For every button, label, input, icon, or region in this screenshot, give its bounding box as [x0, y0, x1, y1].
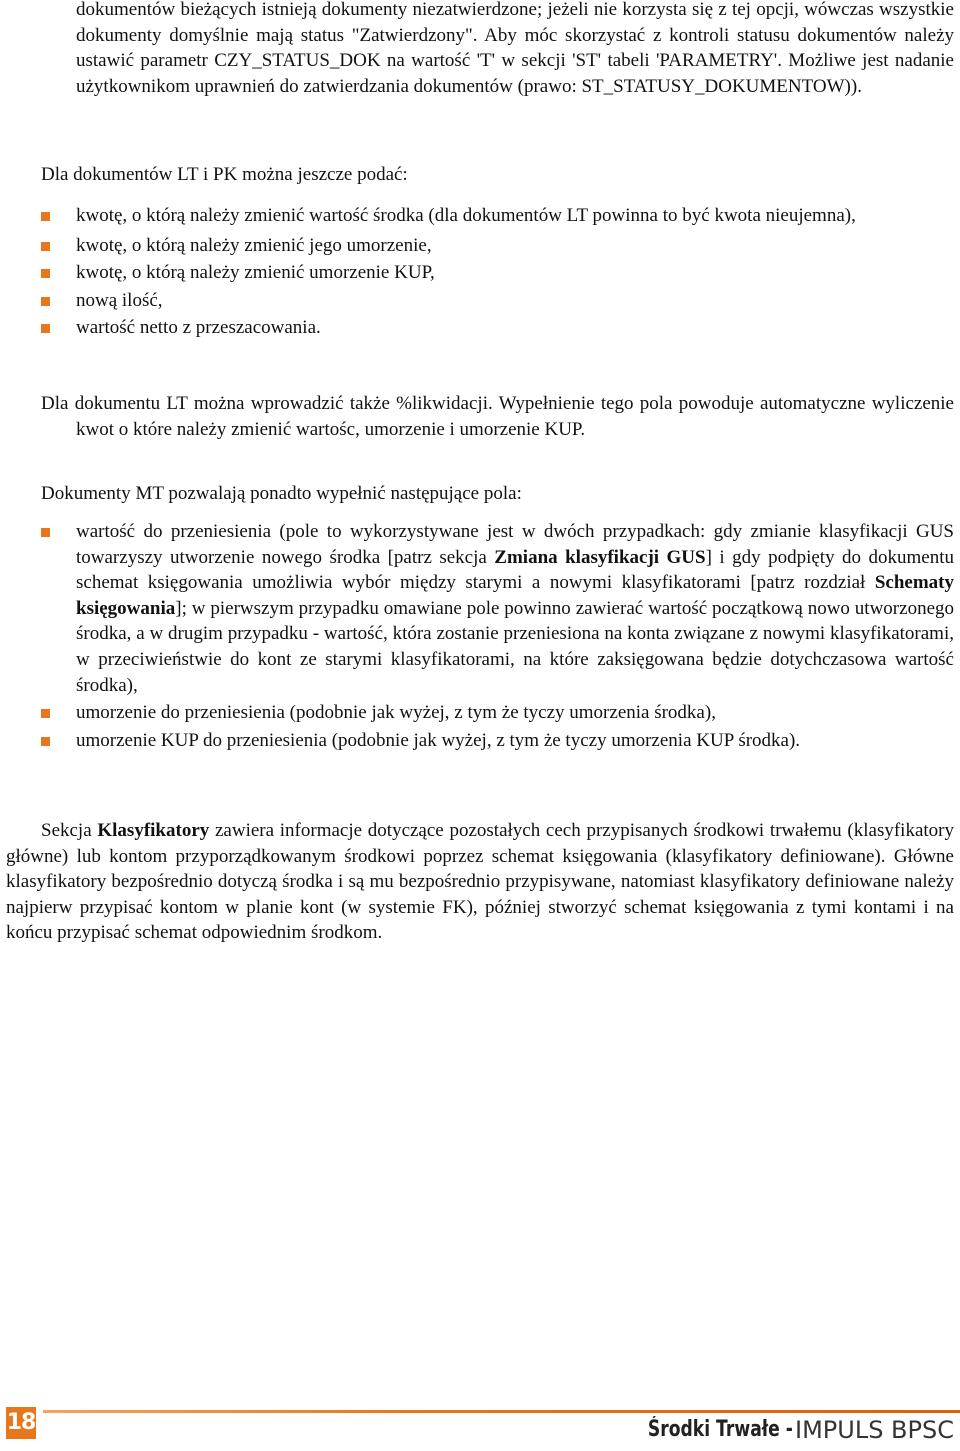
lt-pk-intro: Dla dokumentów LT i PK można jeszcze podać:	[41, 164, 408, 185]
page-footer	[0, 1390, 960, 1451]
paragraph-text: Sekcja Klasyfikatory zawiera informacje dotyczące pozostałych cech przypisanych środkowi trwałemu (klasyfikatory główne) lub kontom przyporządkowanym środkowi poprzez schemat księgowania (klasyfikatory definiowane). Główne klasyfikatory bezpośrednio dotyczą środka i są mu bezpośrednio przypisywane, natomiast klasyfikatory definiowane należy najpierw przypisać kontom w planie kont (w systemie FK), później stworzyć schemat księgowania z tymi kontami i na końcu przypisać schemat odpowiednim środkom.	[6, 820, 954, 944]
intro-paragraph	[76, 0, 954, 99]
list-item: kwotę, o którą należy zmienić umorzenie KUP,	[76, 260, 954, 286]
list-item: wartość netto z przeszacowania.	[76, 315, 954, 341]
chapter-reference: Schematy księgowania	[76, 572, 954, 619]
section-name: Klasyfikatory	[97, 820, 210, 841]
page-number: 18	[6, 1407, 36, 1439]
list-item-text: wartość do przeniesienia (pole to wykorzystywane jest w dwóch przypadkach: gdy zmianie klasyfikacji GUS towarzyszy utworzenie nowego środka [patrz sekcja	[76, 521, 954, 568]
list-item: umorzenie KUP do przeniesienia (podobnie jak wyżej, z tym że tyczy umorzenia KUP środka).	[76, 728, 954, 754]
list-item: kwotę, o którą należy zmienić wartość środka (dla dokumentów LT powinna to być kwota nieujemna),	[76, 203, 954, 229]
paragraph-text: dokumentów bieżących istnieją dokumenty niezatwierdzone; jeżeli nie korzysta się z tej opcji, wówczas wszystkie dokumenty domyślnie mają status "Zatwierdzony". Aby móc skorzystać z kontroli statusu dokumentów należy ustawić parametr CZY_STATUS_DOK na wartość 'T' w sekcji 'ST' tabeli 'PARAMETRY'. Możliwe jest nadanie użytkownikom uprawnień do zatwierdzania dokumentów (prawo: ST_STATUSY_DOKUMENTOW)).	[76, 0, 954, 97]
footer-title: Środki Trwałe -	[648, 1417, 793, 1442]
section-reference: Zmiana klasyfikacji GUS	[494, 546, 706, 568]
list-item: kwotę, o którą należy zmienić jego umorzenie,	[76, 233, 954, 259]
lt-pk-list	[76, 203, 954, 341]
klasyfikatory-paragraph	[6, 818, 954, 946]
lt-note-paragraph: Dla dokumentu LT można wprowadzić także %likwidacji. Wypełnienie tego pola powoduje automatyczne wyliczenie kwot o które należy zmienić wartośc, umorzenie i umorzenie KUP.	[41, 393, 954, 440]
mt-list	[76, 519, 954, 753]
list-item-text: ]; w pierwszym przypadku omawiane pole powinno zawierać wartość początkową nowo utworzonego środka, a w drugim przypadku - wartość, która zostanie przeniesiona na konta związane z nowymi klasyfikatorami, w przeciwieństwie do kont ze starymi klasyfikatorami, na które zaksięgowana będzie dotychczasowa wartość środka),	[76, 597, 954, 696]
list-item: nową ilość,	[76, 288, 954, 314]
footer-rule	[43, 1410, 960, 1413]
brand-logo: IMPULS BPSC	[795, 1416, 954, 1444]
mt-intro: Dokumenty MT pozwalają ponadto wypełnić następujące pola:	[41, 483, 522, 504]
list-item: umorzenie do przeniesienia (podobnie jak wyżej, z tym że tyczy umorzenia środka),	[76, 700, 954, 726]
list-item	[76, 519, 954, 698]
list-item-text: ] i gdy podpięty do dokumentu schemat księgowania umożliwia wybór między starymi a nowymi klasyfikatorami [patrz rozdział	[76, 546, 954, 594]
